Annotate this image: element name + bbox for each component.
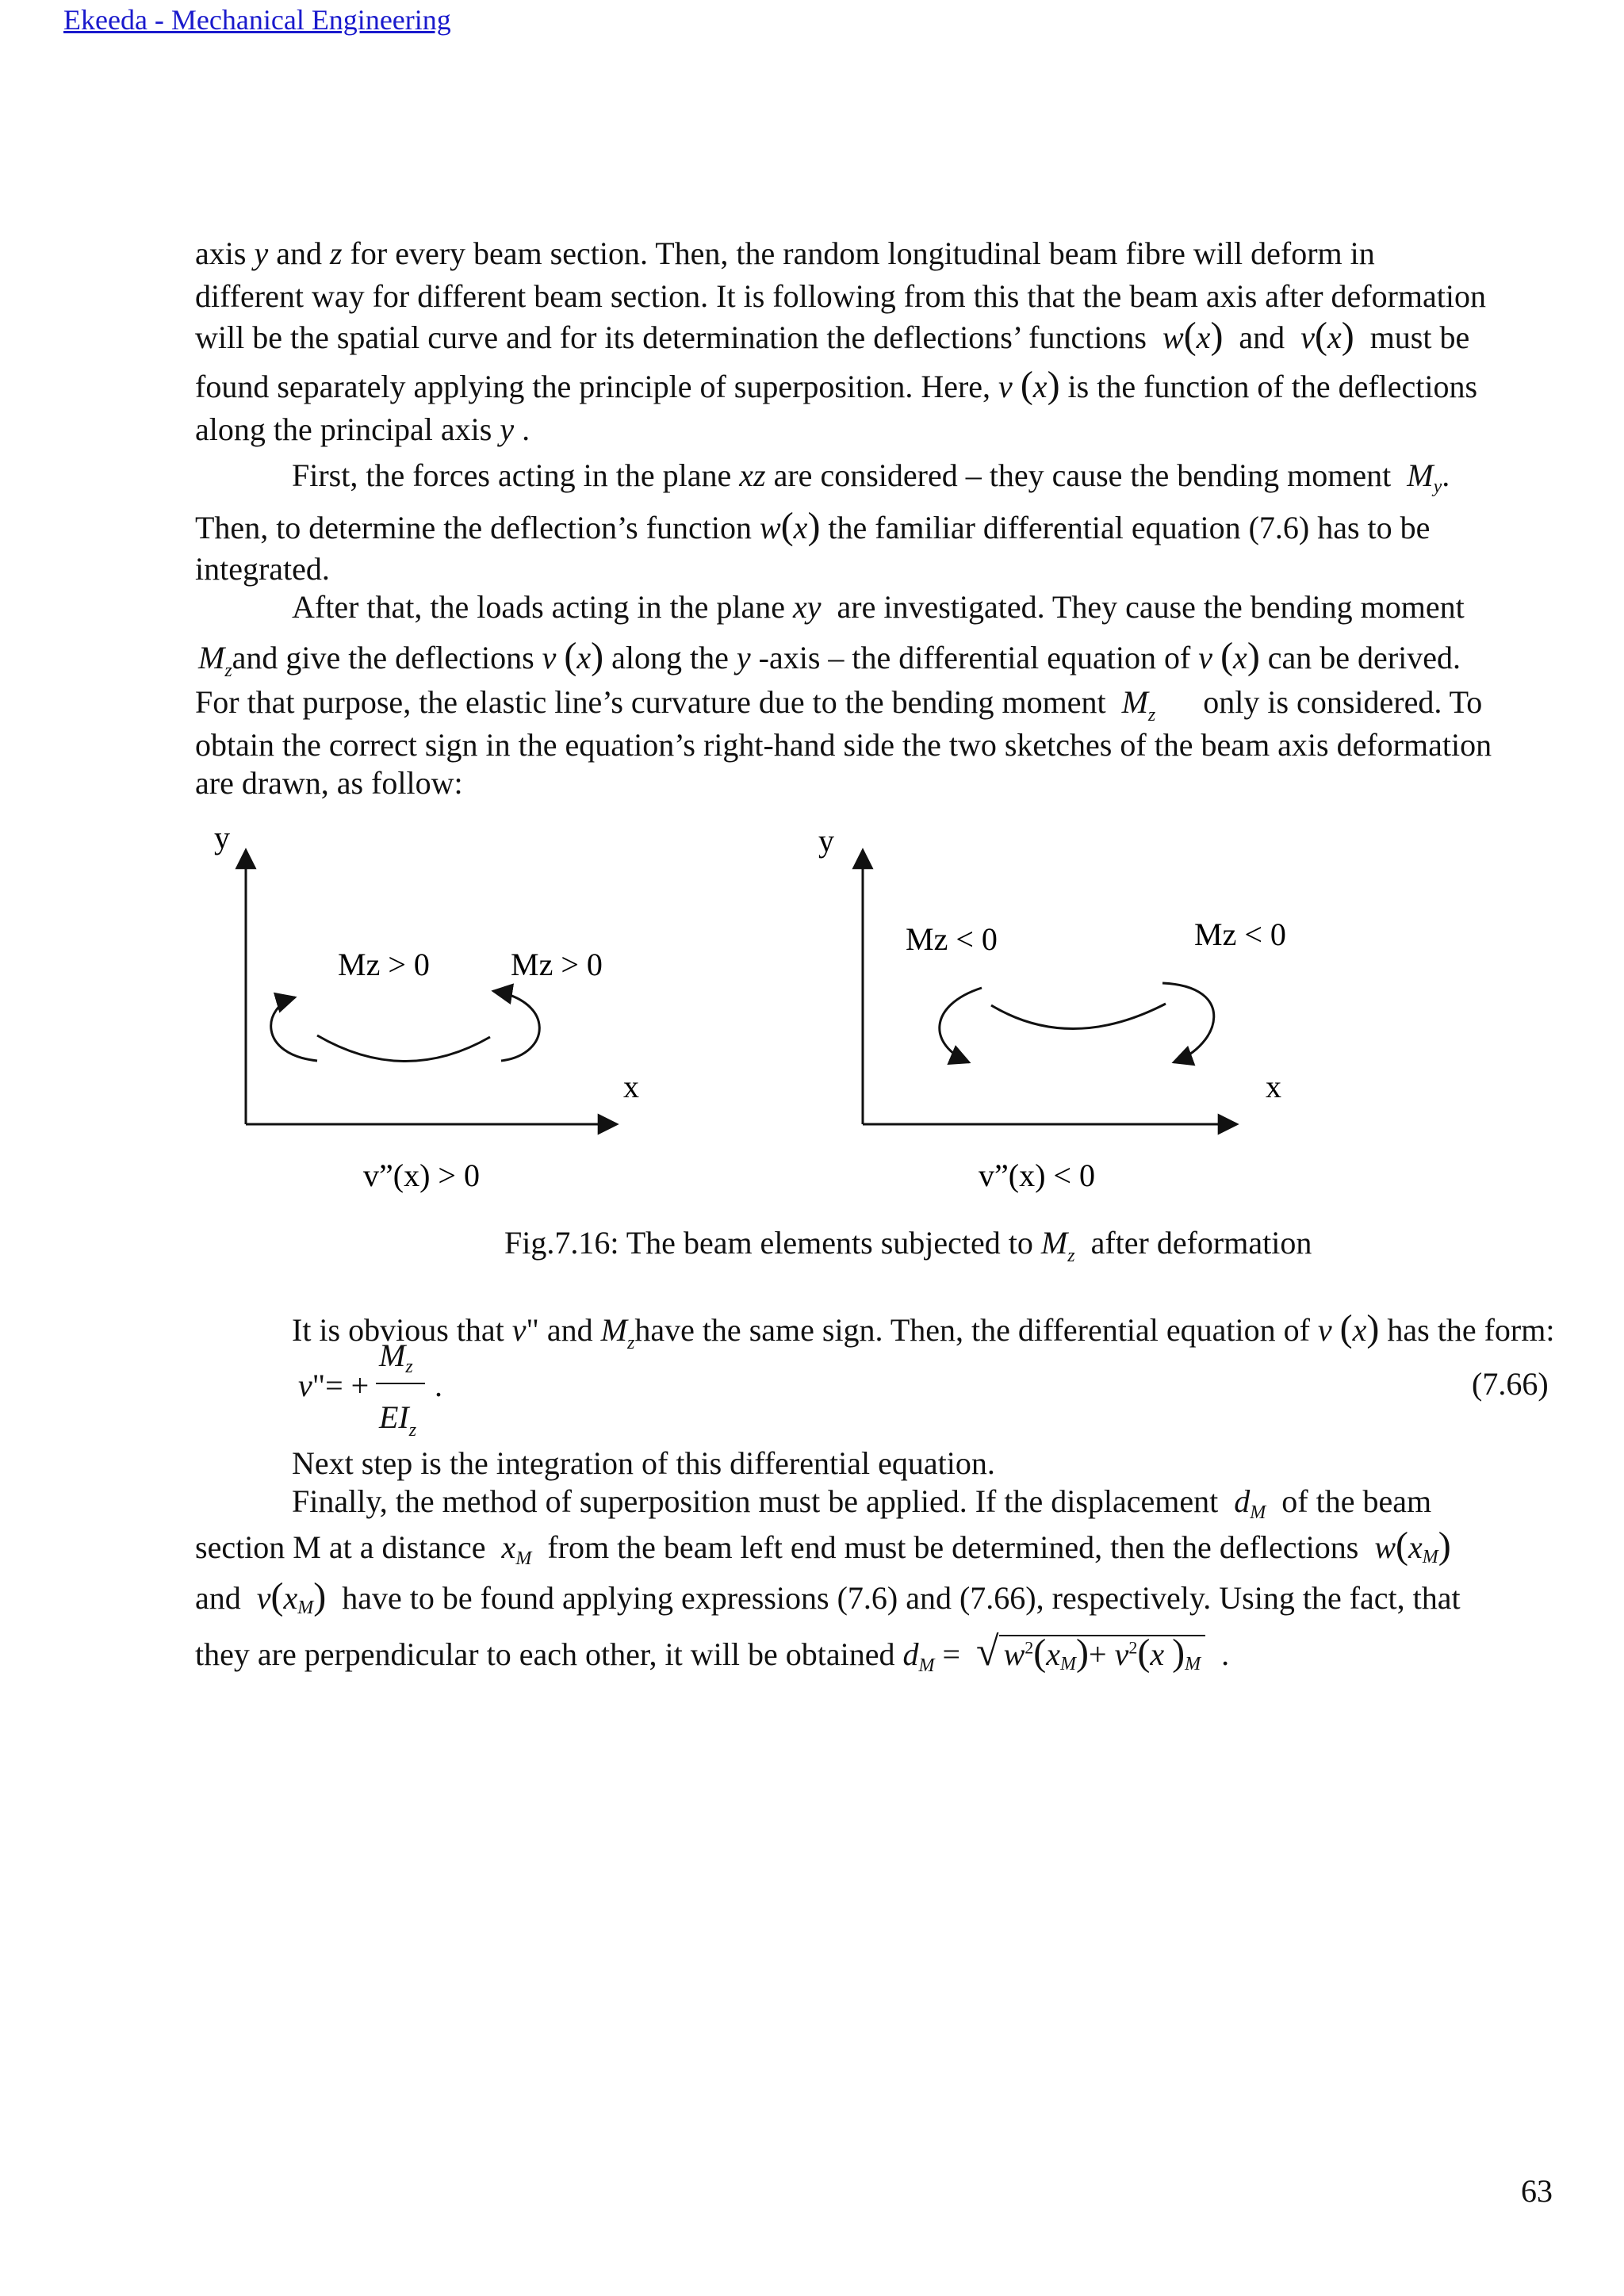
body-line-1: axis y and z for every beam section. Then, the random longitudinal beam fibre will deform in [195, 235, 1375, 271]
body-line-6: First, the forces acting in the plane xz are considered – they cause the bending moment $M_y$. [292, 457, 1450, 497]
right-moment-arrow-1 [940, 988, 982, 1062]
body-line-11: For that purpose, the elastic line’s curvature due to the bending moment $M_z$ only is considered. To [195, 684, 1483, 725]
left-mz-label-2: Mz > 0 [511, 947, 603, 982]
equation-number: (7.66) [1472, 1366, 1549, 1402]
body-line-10: $M_zand$ give the deflections v (x) along the y -axis – the differential equation of v (x) can be derived. [198, 635, 1461, 681]
body-line-4: found separately applying the principle of superposition. Here, v (x) is the function of the deflections [195, 364, 1478, 406]
right-y-label: y [818, 823, 834, 859]
body-line-7: Then, to determine the deflection’s function w(x) the familiar differential equation (7.6) has to be [195, 505, 1431, 547]
left-condition-label: v”(x) > 0 [363, 1158, 480, 1193]
body-line-9: After that, the loads acting in the plane xy are investigated. They cause the bending moment [292, 589, 1465, 625]
figure-caption: Fig.7.16: The beam elements subjected to $M_z$ after deformation [504, 1225, 1312, 1266]
body-line-16: Finally, the method of superposition must be applied. If the displacement $d_M$ of the beam [292, 1483, 1432, 1523]
right-condition-label: v”(x) < 0 [979, 1158, 1095, 1193]
body-line-17: section M at a distance $x_M$ from the beam left end must be determined, then the deflections $w(x_M)$ [195, 1525, 1451, 1569]
body-line-15: Next step is the integration of this differential equation. [292, 1445, 995, 1481]
right-beam-curve [991, 1004, 1166, 1029]
left-beam-curve [317, 1035, 490, 1062]
right-axes [863, 850, 1237, 1124]
body-line-19: they are perpendicular to each other, it will be obtained $d_M$ = √ $w^2(x_M)+ v^2(x$ )$_M$ . [195, 1629, 1230, 1676]
body-line-8: integrated. [195, 551, 330, 587]
left-axes [246, 850, 617, 1124]
right-moment-arrow-2 [1162, 983, 1214, 1062]
left-moment-arrow-1 [271, 997, 317, 1061]
header-link[interactable]: Ekeeda - Mechanical Engineering [63, 4, 451, 36]
page-number: 63 [1521, 2173, 1553, 2209]
body-line-5: along the principal axis y . [195, 411, 530, 447]
left-x-label: x [623, 1069, 639, 1104]
body-line-2: different way for different beam section. It is following from this that the beam axis after deformation [195, 278, 1487, 314]
left-moment-arrow-2 [493, 991, 539, 1061]
left-mz-label-1: Mz > 0 [338, 947, 430, 982]
body-line-3: will be the spatial curve and for its determination the deflections’ functions w(x) and v(x) must be [195, 315, 1470, 357]
body-line-18: and $v(x_M)$ have to be found applying expressions (7.6) and (7.66), respectively. Using the fact, that [195, 1575, 1461, 1618]
body-line-14: It is obvious that v" and $M_zhave$ the same sign. Then, the differential equation of v (x) has the form: [292, 1307, 1555, 1353]
body-line-13: are drawn, as follow: [195, 765, 463, 801]
right-x-label: x [1266, 1069, 1281, 1104]
body-line-12: obtain the correct sign in the equation’s right-hand side the two sketches of the beam axis deformation [195, 727, 1492, 763]
right-mz-label-2: Mz < 0 [1194, 916, 1286, 952]
right-mz-label-1: Mz < 0 [906, 921, 998, 957]
left-y-label: y [214, 820, 230, 855]
